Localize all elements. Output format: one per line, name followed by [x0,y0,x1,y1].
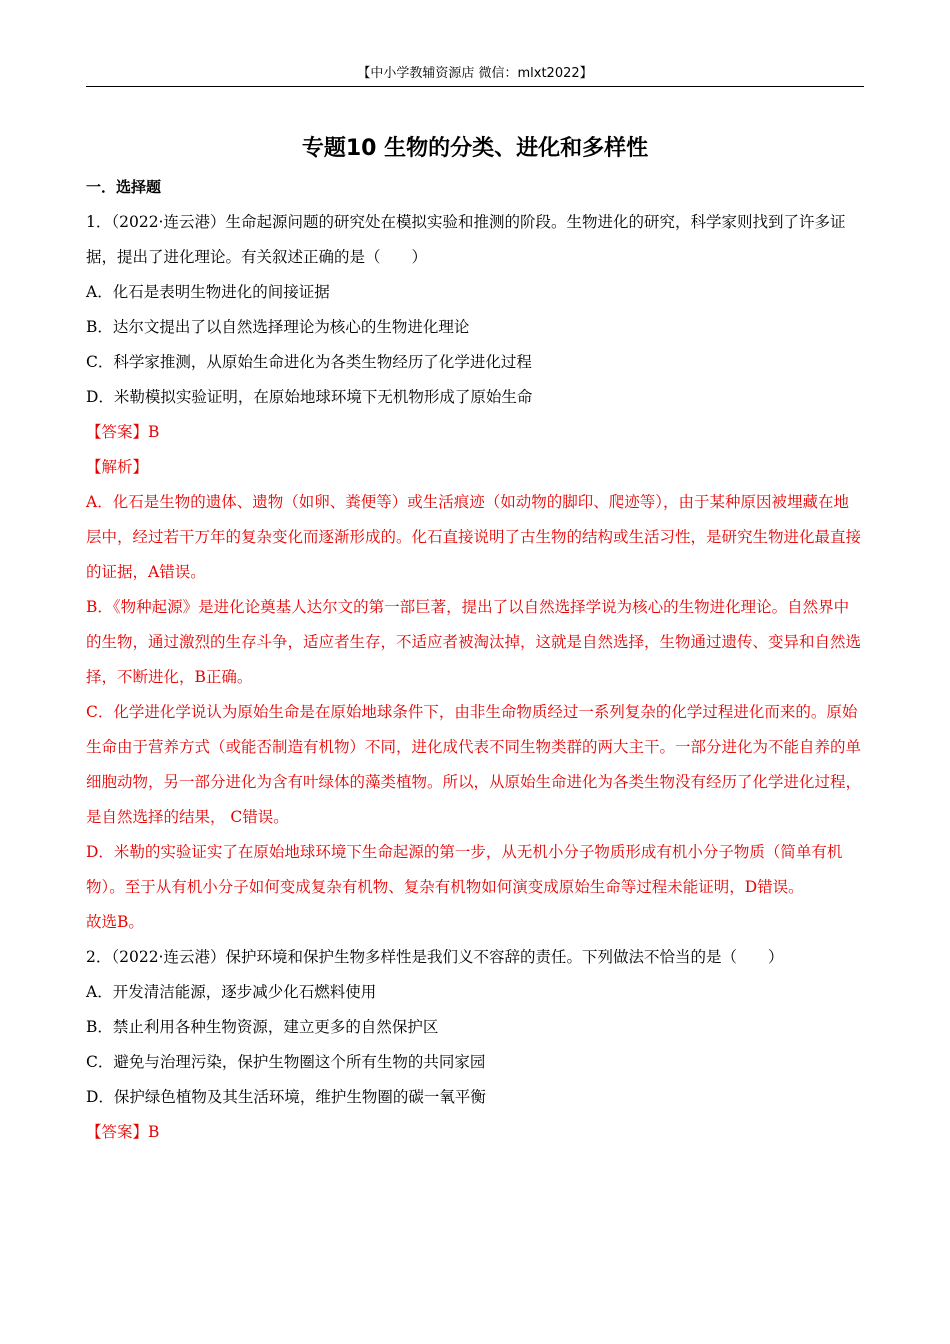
answer-label: 【答案】B [86,1123,160,1141]
analysis-paragraph: C．化学进化学说认为原始生命是在原始地球条件下，由非生命物质经过一系列复杂的化学过程进化而来的。原始生命由于营养方式（或能否制造有机物）不同，进化成代表不同生物类群的两大主干。一部分进化为不能自养的单细胞动物，另一部分进化为含有叶绿体的藻类植物。所以，从原始生命进化为各类生物没有经历了化学进化过程，是自然选择的结果， C错误。 [86,703,862,826]
question-2 [86,940,862,1150]
option-d: D．米勒模拟实验证明，在原始地球环境下无机物形成了原始生命 [86,388,533,406]
analysis-label: 【解析】 [86,458,149,476]
header-rule [86,86,864,87]
option-c: C．避免与治理污染，保护生物圈这个所有生物的共同家园 [86,1053,486,1071]
option-c: C．科学家推测，从原始生命进化为各类生物经历了化学进化过程 [86,353,532,371]
question-stem: 2．（2022·连云港）保护环境和保护生物多样性是我们义不容辞的责任。下列做法不恰当的是（ ） [86,948,784,966]
option-d: D．保护绿色植物及其生活环境，维护生物圈的碳一氧平衡 [86,1088,486,1106]
analysis-conclusion: 故选B。 [86,913,144,931]
question-1 [86,205,862,940]
section-heading: 一．选择题 [86,178,162,196]
question-stem: 1．（2022·连云港）生命起源问题的研究处在模拟实验和推测的阶段。生物进化的研究，科学家则找到了许多证据，提出了进化理论。有关叙述正确的是（ ） [86,213,846,266]
option-b: B．禁止利用各种生物资源，建立更多的自然保护区 [86,1018,439,1036]
analysis-paragraph: B．《物种起源》是进化论奠基人达尔文的第一部巨著，提出了以自然选择学说为核心的生物进化理论。自然界中的生物，通过激烈的生存斗争，适应者生存，不适应者被淘汰掉，这就是自然选择，生物通过遗传、变异和自然选择，不断进化，B正确。 [86,598,862,686]
option-a: A．化石是表明生物进化的间接证据 [86,283,330,301]
document-body [86,205,862,1150]
analysis-paragraph: D．米勒的实验证实了在原始地球环境下生命起源的第一步，从无机小分子物质形成有机小分子物质（简单有机物）。至于从有机小分子如何变成复杂有机物、复杂有机物如何演变成原始生命等过程未能证明，D错误。 [86,843,843,896]
option-b: B．达尔文提出了以自然选择理论为核心的生物进化理论 [86,318,470,336]
option-a: A．开发清洁能源，逐步减少化石燃料使用 [86,983,377,1001]
document-title: 专题10 生物的分类、进化和多样性 [301,136,649,161]
page-header: 【中小学教辅资源店 微信：mlxt2022】 [357,66,593,81]
answer-label: 【答案】B [86,423,160,441]
analysis-paragraph: A．化石是生物的遗体、遗物（如卵、粪便等）或生活痕迹（如动物的脚印、爬迹等），由于某种原因被埋藏在地层中，经过若干万年的复杂变化而逐渐形成的。化石直接说明了古生物的结构或生活习性，是研究生物进化最直接的证据，A错误。 [86,493,862,581]
